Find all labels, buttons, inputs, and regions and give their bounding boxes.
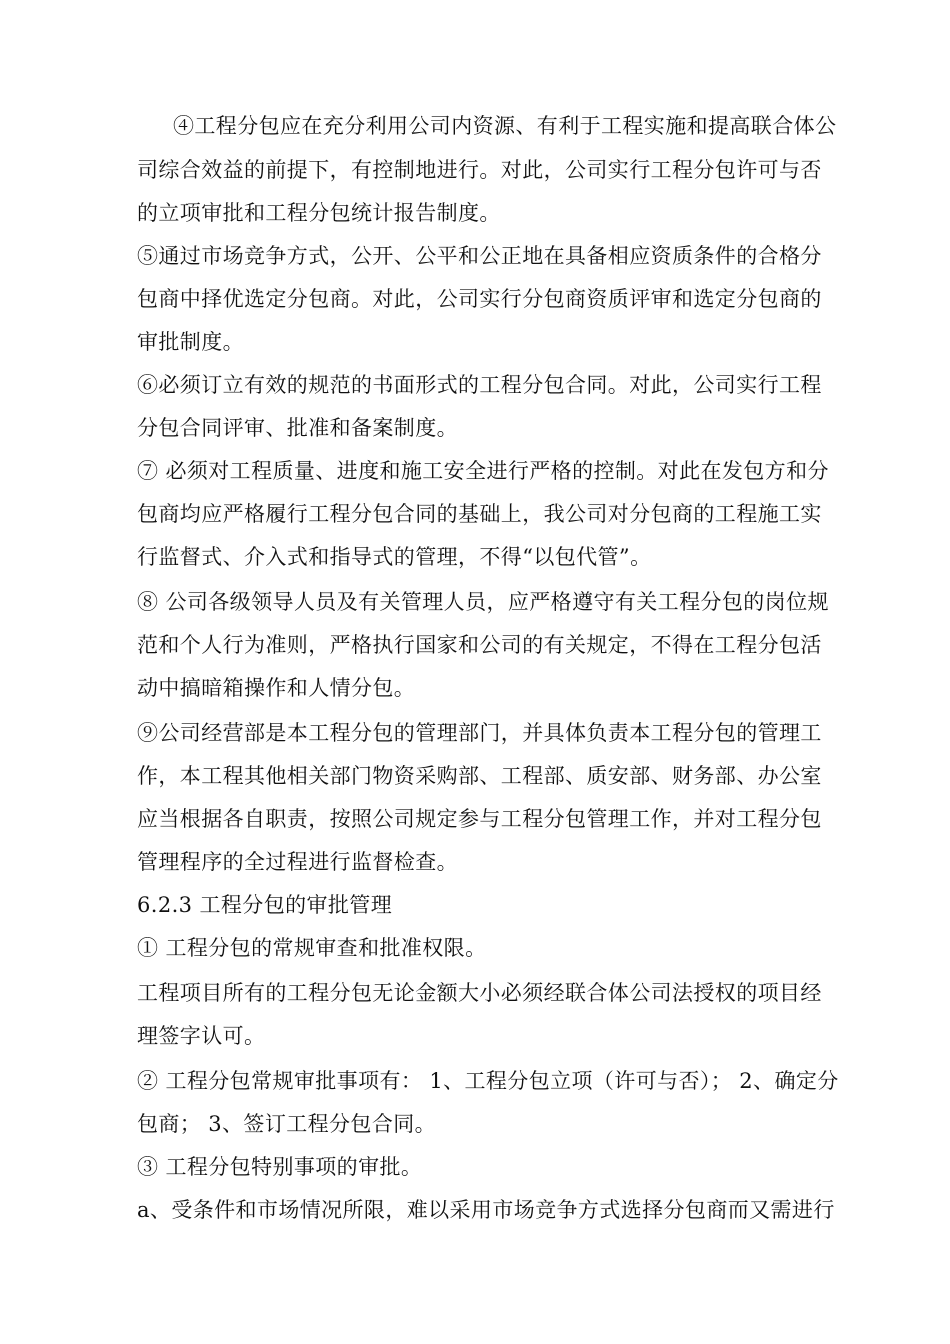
text-line: 司综合效益的前提下，有控制地进行。对此，公司实行工程分包许可与否 bbox=[137, 158, 822, 182]
text-line: 包商； 3、签订工程分包合同。 bbox=[137, 1112, 437, 1136]
text-line: 审批制度。 bbox=[137, 330, 244, 354]
text-line: 范和个人行为准则，严格执行国家和公司的有关规定，不得在工程分包活 bbox=[137, 633, 822, 657]
text-line: ① 工程分包的常规审查和批准权限。 bbox=[137, 936, 487, 960]
text-line: 包商均应严格履行工程分包合同的基础上，我公司对分包商的工程施工实 bbox=[137, 502, 822, 526]
text-line: 的立项审批和工程分包统计报告制度。 bbox=[137, 201, 501, 225]
text-line: 行监督式、介入式和指导式的管理，不得“以包代管”。 bbox=[137, 545, 652, 569]
text-line: ⑦ 必须对工程质量、进度和施工安全进行严格的控制。对此在发包方和分 bbox=[137, 459, 829, 483]
text-line: ④工程分包应在充分利用公司内资源、有利于工程实施和提高联合体公 bbox=[173, 114, 837, 138]
text-line: 包商中择优选定分包商。对此，公司实行分包商资质评审和选定分包商的 bbox=[137, 287, 822, 311]
text-line: ③ 工程分包特别事项的审批。 bbox=[137, 1155, 423, 1179]
text-line: ⑨公司经营部是本工程分包的管理部门，并具体负责本工程分包的管理工 bbox=[137, 721, 822, 745]
text-line: ⑥必须订立有效的规范的书面形式的工程分包合同。对此，公司实行工程 bbox=[137, 373, 822, 397]
text-line: ⑧ 公司各级领导人员及有关管理人员，应严格遵守有关工程分包的岗位规 bbox=[137, 590, 829, 614]
text-line: 动中搞暗箱操作和人情分包。 bbox=[137, 676, 416, 700]
text-line: ⑤通过市场竞争方式，公开、公平和公正地在具备相应资质条件的合格分 bbox=[137, 244, 822, 268]
text-line: 应当根据各自职责，按照公司规定参与工程分包管理工作，并对工程分包 bbox=[137, 807, 822, 831]
text-line: ② 工程分包常规审批事项有： 1、工程分包立项（许可与否）； 2、确定分 bbox=[137, 1069, 839, 1093]
text-line: 分包合同评审、批准和备案制度。 bbox=[137, 416, 458, 440]
text-line: 管理程序的全过程进行监督检查。 bbox=[137, 850, 458, 874]
text-line: a、受条件和市场情况所限，难以采用市场竞争方式选择分包商而又需进行 bbox=[137, 1198, 835, 1222]
section-heading: 6.2.3 工程分包的审批管理 bbox=[137, 893, 393, 917]
text-line: 作，本工程其他相关部门物资采购部、工程部、质安部、财务部、办公室 bbox=[137, 764, 822, 788]
text-line: 理签字认可。 bbox=[137, 1024, 266, 1048]
text-line: 工程项目所有的工程分包无论金额大小必须经联合体公司法授权的项目经 bbox=[137, 981, 822, 1005]
